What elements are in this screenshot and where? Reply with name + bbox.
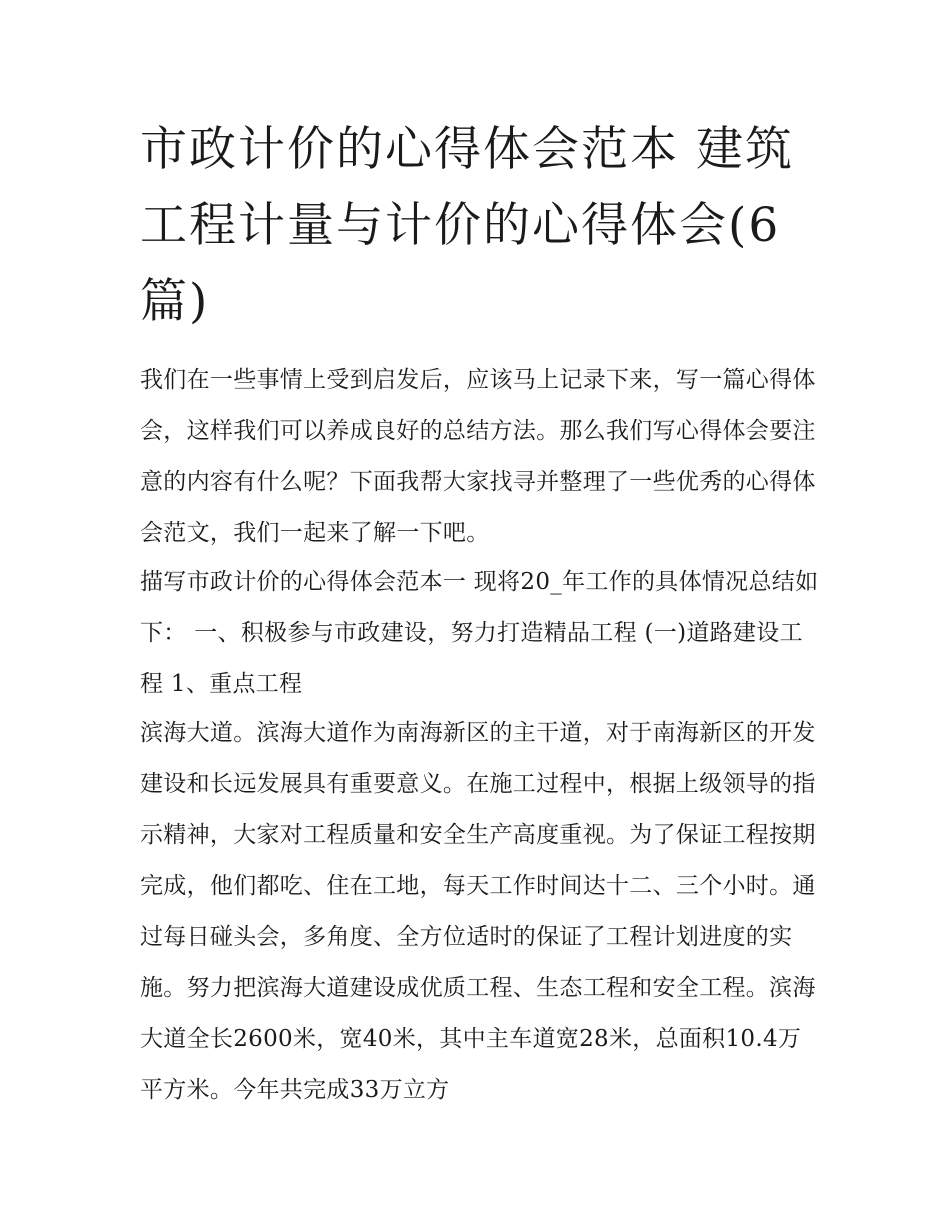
intro-paragraph: 我们在一些事情上受到启发后，应该马上记录下来，写一篇心得体会，这样我们可以养成良好的总结方法。那么我们写心得体会要注意的内容有什么呢？下面我帮大家找寻并整理了一些优秀的心得体会范文，我们一起来了解一下吧。 (140, 367, 816, 546)
document-title: 市政计价的心得体会范本 建筑工程计量与计价的心得体会(6篇) (140, 122, 794, 329)
section-heading-paragraph: 描写市政计价的心得体会范本一 现将20_年工作的具体情况总结如下： 一、积极参与市政建设，努力打造精品工程 (一)道路建设工程 1、重点工程 (140, 569, 819, 697)
body-paragraph: 滨海大道。滨海大道作为南海新区的主干道，对于南海新区的开发建设和长远发展具有重要意义。在施工过程中，根据上级领导的指示精神，大家对工程质量和安全生产高度重视。为了保证工程按期完成，他们都吃、住在工地，每天工作时间达十二、三个小时。通过每日碰头会，多角度、全方位适时的保证了工程计划进度的实施。努力把滨海大道建设成优质工程、生态工程和安全工程。滨海大道全长2600米，宽40米，其中主车道宽28米，总面积10.4万平方米。今年共完成33万立方 (140, 720, 816, 1103)
